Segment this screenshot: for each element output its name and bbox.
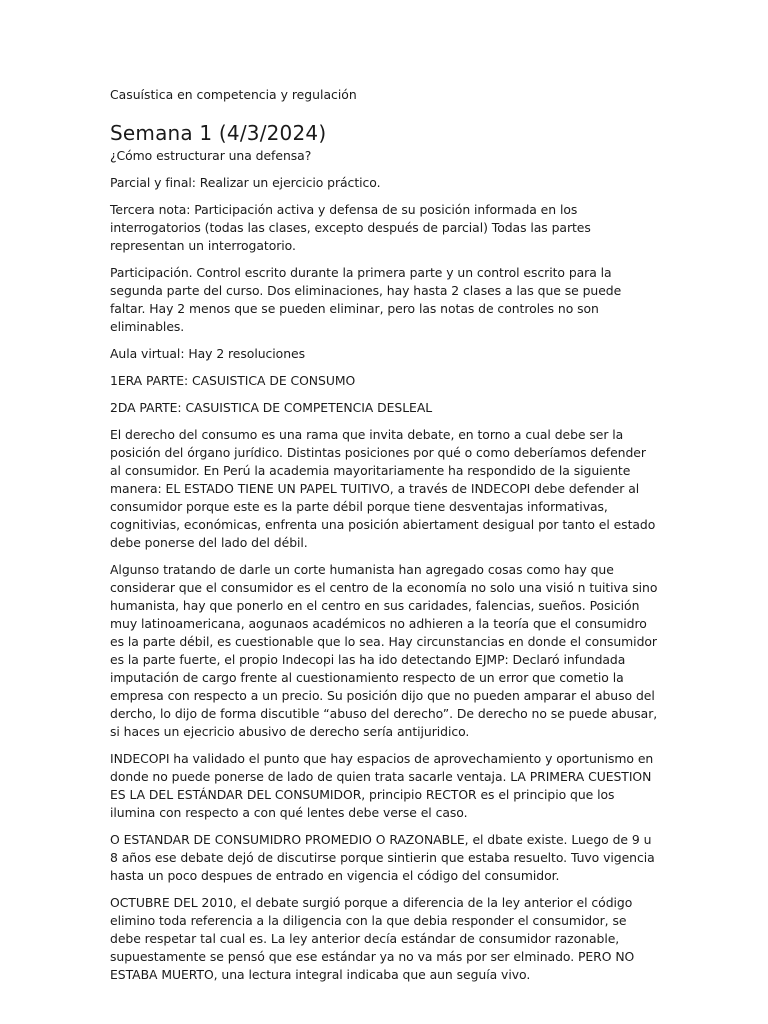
paragraph-third-grade: Tercera nota: Participación activa y defensa de su posición informada en los interrogatorios (todas las clases, excepto después de parcial) Todas las partes representan un interrogatorio. [110, 202, 591, 253]
paragraph-participation: Participación. Control escrito durante la primera parte y un control escrito para la segunda parte del curso. Dos eliminaciones, hay hasta 2 clases a las que se puede faltar. Hay 2 menos que se pueden eliminar, pero las notas de controles no son eliminables. [110, 265, 622, 334]
paragraph-consumer-law: El derecho del consumo es una rama que invita debate, en torno a cual debe ser la posición del órgano jurídico. Distintas posiciones por qué o como deberíamos defender al consumidor. En Perú la academia mayoritariamente ha respondido de la siguiente manera: EL ESTADO TIENE UN PAPEL TUITIVO, a través de INDECOPI debe defender al consumidor porque este es la parte débil porque tiene desventajas informativas, cognitivias, económicas, enfrenta una posición abiertament desigual por tanto el estado debe ponerse del lado del débil. [110, 427, 656, 550]
week-heading: Semana 1 (4/3/2024) [110, 121, 327, 145]
paragraph-virtual-classroom: Aula virtual: Hay 2 resoluciones [110, 346, 305, 361]
document-page [110, 86, 658, 993]
course-title: Casuística en competencia y regulación [110, 87, 357, 102]
paragraph-october-2010: OCTUBRE DEL 2010, el debate surgió porque a diferencia de la ley anterior el código elimino toda referencia a la diligencia con la que debia responder el consumidor, se debe respetar tal cual es. La ley anterior decía estándar de consumidor razonable, supuestamente se pensó que ese estándar ya no va más por ser elminado. PERO NO ESTABA MUERTO, una lectura integral indicaba que aun seguía vivo. [110, 895, 635, 982]
paragraph-standard-debate: O ESTANDAR DE CONSUMIDRO PROMEDIO O RAZONABLE, el dbate existe. Luego de 9 u 8 años ese debate dejó de discutirse porque sintierin que estaba resuelto. Tuvo vigencia hasta un poco despues de entrado en vigencia el código del consumidor. [110, 832, 655, 883]
paragraph-part-one: 1ERA PARTE: CASUISTICA DE CONSUMO [110, 373, 356, 388]
paragraph-part-two: 2DA PARTE: CASUISTICA DE COMPETENCIA DESLEAL [110, 400, 433, 415]
paragraph-defense-question: ¿Cómo estructurar una defensa? [110, 148, 312, 163]
paragraph-exams: Parcial y final: Realizar un ejercicio práctico. [110, 175, 381, 190]
paragraph-humanist-view: Algunso tratando de darle un corte humanista han agregado cosas como hay que considerar que el consumidor es el centro de la economía no solo una visió n tuitiva sino humanista, hay que ponerlo en el centro en sus caridades, falencias, sueños. Posición muy latinoamericana, aogunaos académicos no adhieren a la teoría que el consumidro es la parte débil, es cuestionable que lo sea. Hay circunstancias en donde el consumidor es la parte fuerte, el propio Indecopi las ha ido detectando EJMP: Declaró infundada imputación de cargo frente al cuestionamiento respecto de un error que cometio la empresa con respecto a un precio. Su posición dijo que no pueden amparar el abuso del dercho, lo dijo de forma discutible “abuso del derecho”. De derecho no se puede abusar, si haces un ejecricio abusivo de derecho sería antijuridico. [110, 562, 658, 739]
paragraph-indecopi: INDECOPI ha validado el punto que hay espacios de aprovechamiento y oportunismo en donde no puede ponerse de lado de quien trata sacarle ventaja. LA PRIMERA CUESTION ES LA DEL ESTÁNDAR DEL CONSUMIDOR, principio RECTOR es el principio que los ilumina con respecto a con qué lentes debe verse el caso. [110, 751, 654, 820]
